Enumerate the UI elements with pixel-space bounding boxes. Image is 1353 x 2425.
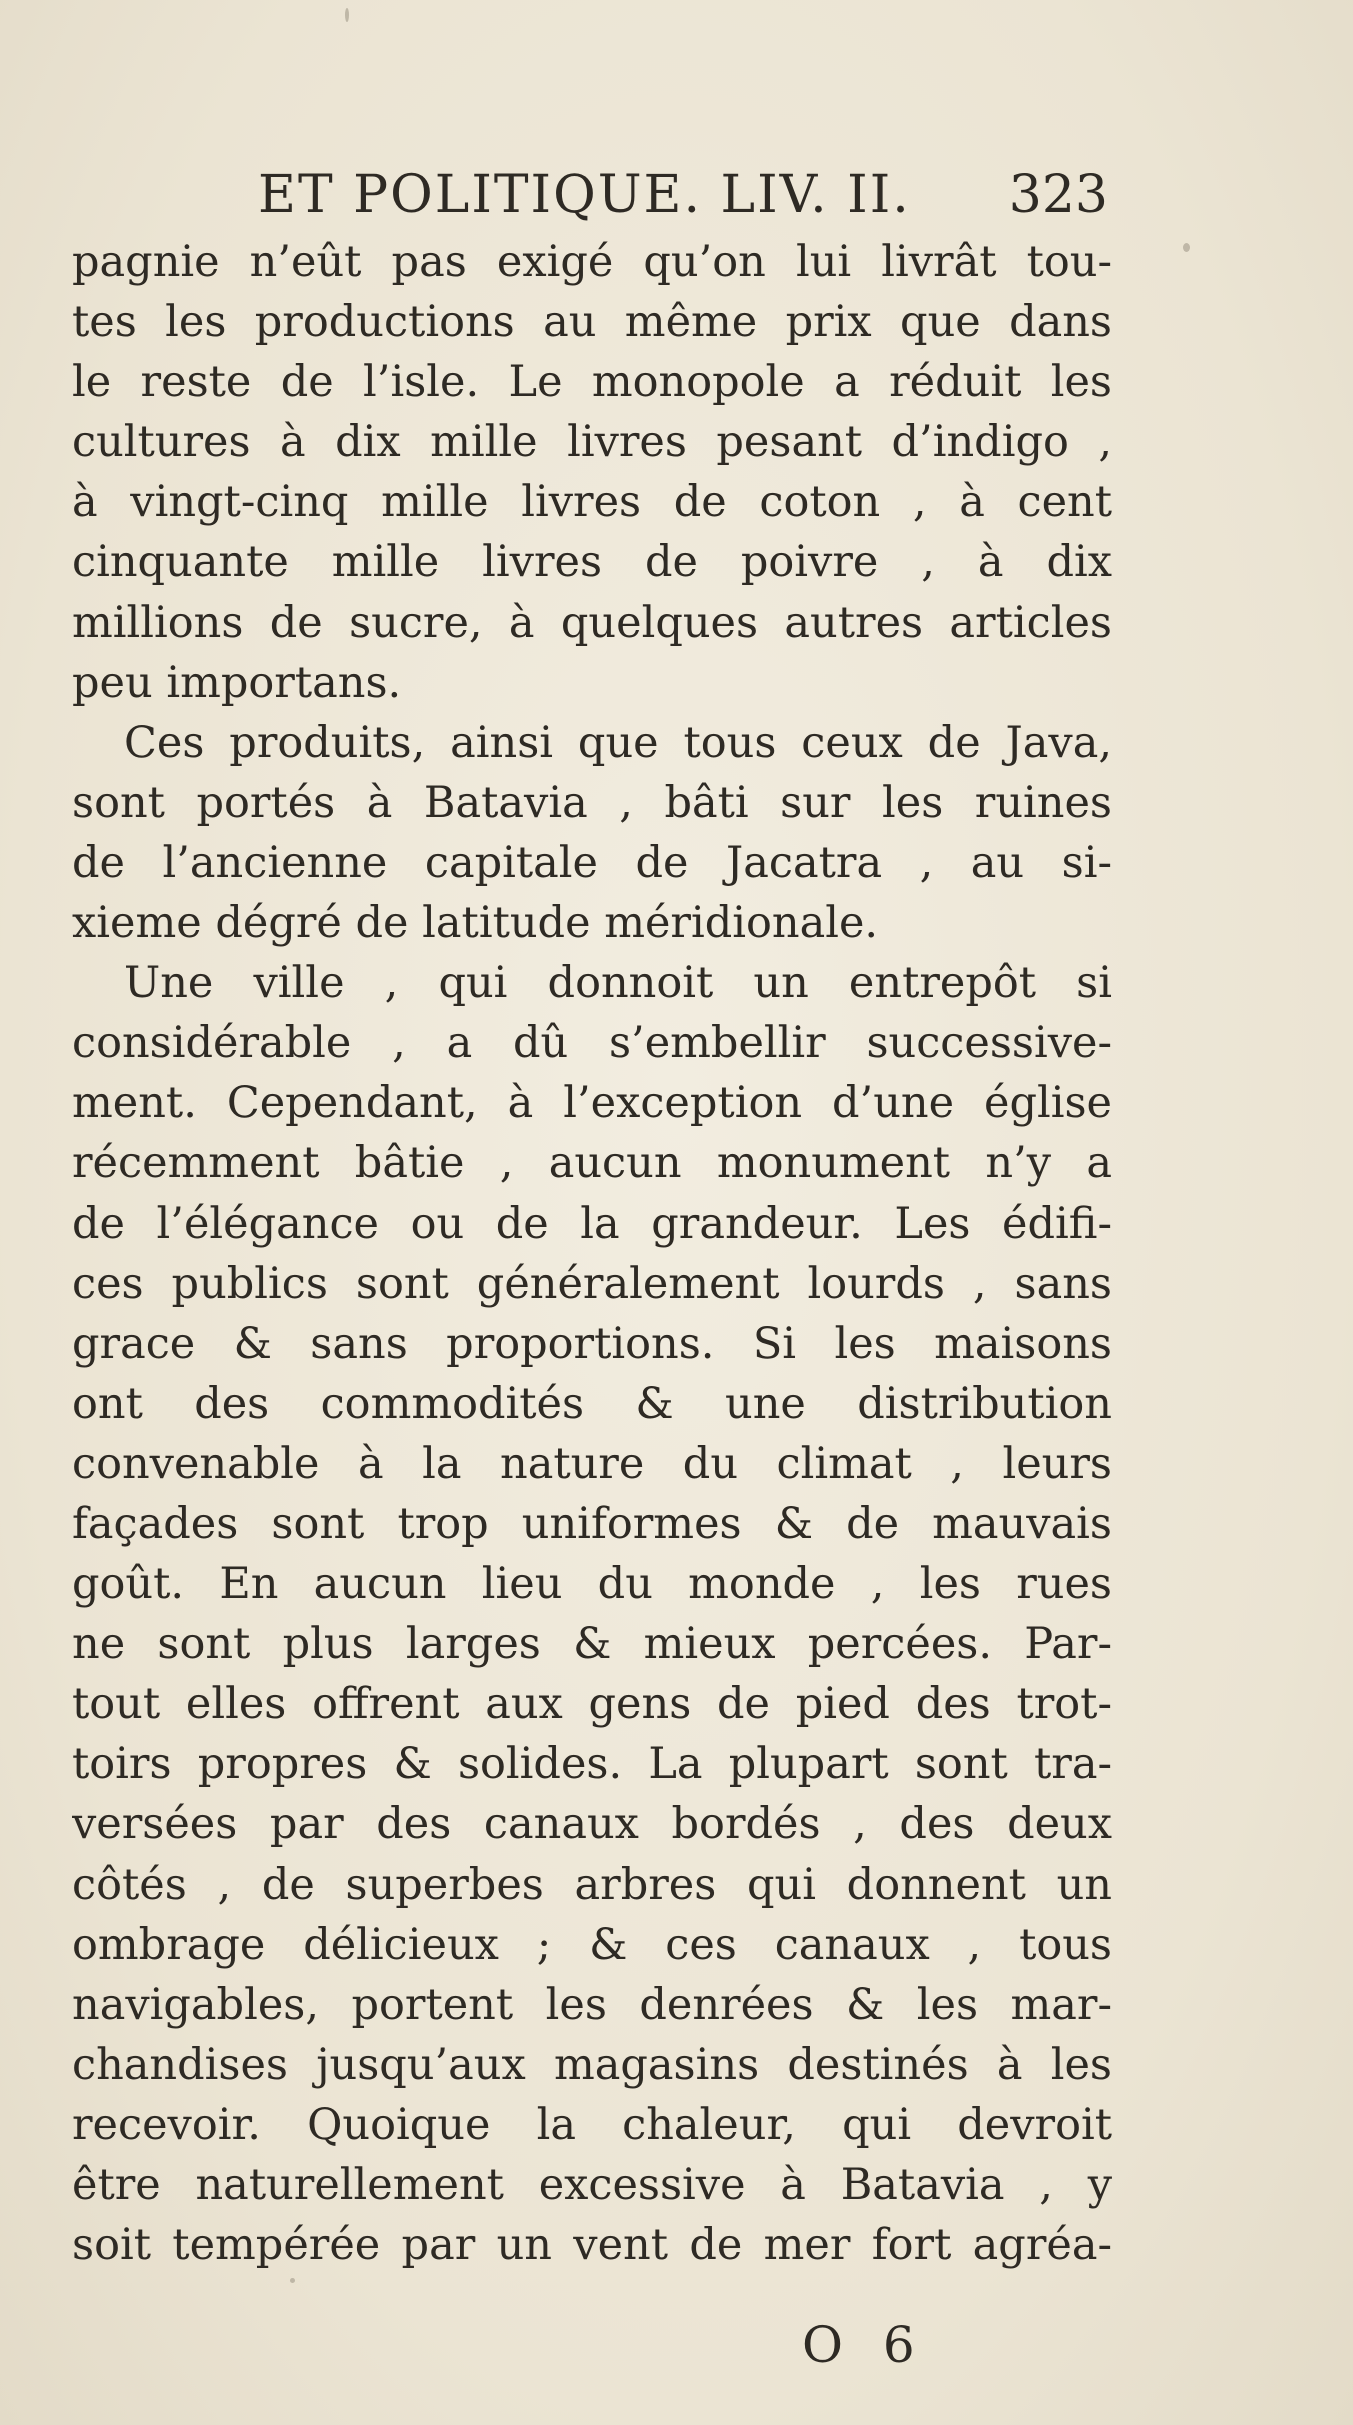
page-header <box>258 160 1108 230</box>
text-line: sont portés à Batavia , bâti sur les ruines <box>72 777 1112 828</box>
text-line: tout elles offrent aux gens de pied des trot- <box>72 1679 1112 1730</box>
text-line: à vingt-cinq mille livres de coton , à cent <box>72 477 1112 528</box>
text-line: le reste de l’isle. Le monopole a réduit les <box>72 357 1112 408</box>
text-line: grace & sans proportions. Si les maisons <box>72 1318 1112 1369</box>
text-line: chandises jusqu’aux magasins destinés à les <box>72 2039 1112 2090</box>
text-line: ment. Cependant, à l’exception d’une église <box>72 1078 1112 1129</box>
text-line: ont des commodités & une distribution <box>72 1378 1112 1429</box>
text-line: versées par des canaux bordés , des deux <box>72 1799 1112 1850</box>
text-line: Ces produits, ainsi que tous ceux de Java, <box>124 717 1112 768</box>
text-line: récemment bâtie , aucun monument n’y a <box>72 1138 1112 1189</box>
text-line: tes les productions au même prix que dans <box>72 297 1112 348</box>
text-line: cultures à dix mille livres pesant d’indigo , <box>72 417 1112 468</box>
text-line: convenable à la nature du climat , leurs <box>72 1438 1112 1489</box>
signature-mark: O 6 <box>802 2316 927 2374</box>
paper-speck <box>345 8 349 22</box>
text-line: ces publics sont généralement lourds , sans <box>72 1258 1112 1309</box>
text-line: de l’ancienne capitale de Jacatra , au si- <box>72 837 1112 888</box>
text-line: Une ville , qui donnoit un entrepôt si <box>124 958 1112 1009</box>
text-line: ombrage délicieux ; & ces canaux , tous <box>72 1919 1112 1970</box>
text-line: de l’élégance ou de la grandeur. Les édifi- <box>72 1198 1112 1249</box>
text-line: soit tempérée par un vent de mer fort agréa- <box>72 2220 1112 2271</box>
text-line: être naturellement excessive à Batavia , y <box>72 2160 1112 2210</box>
paper-speck <box>1183 243 1190 252</box>
running-head: ET POLITIQUE. LIV. II. <box>258 165 911 225</box>
text-line: pagnie n’eût pas exigé qu’on lui livrât tou- <box>72 237 1112 287</box>
page-number: 323 <box>1008 165 1108 225</box>
text-line: considérable , a dû s’embellir successive- <box>72 1018 1112 1069</box>
text-line: navigables, portent les denrées & les mar- <box>72 1979 1112 2030</box>
text-line: recevoir. Quoique la chaleur, qui devroit <box>72 2099 1112 2150</box>
text-line: cinquante mille livres de poivre , à dix <box>72 537 1112 588</box>
body-text <box>72 232 1112 2275</box>
text-line: côtés , de superbes arbres qui donnent un <box>72 1859 1112 1910</box>
text-line: façades sont trop uniformes & de mauvais <box>72 1498 1112 1549</box>
text-line: xieme dégré de latitude méridionale. <box>72 898 879 949</box>
text-line: ne sont plus larges & mieux percées. Par- <box>72 1619 1112 1670</box>
paper-speck <box>290 2278 295 2283</box>
text-line: toirs propres & solides. La plupart sont tra- <box>72 1739 1112 1790</box>
text-line: millions de sucre, à quelques autres articles <box>72 597 1112 648</box>
text-line: goût. En aucun lieu du monde , les rues <box>72 1559 1112 1610</box>
text-line: peu importans. <box>72 657 402 708</box>
